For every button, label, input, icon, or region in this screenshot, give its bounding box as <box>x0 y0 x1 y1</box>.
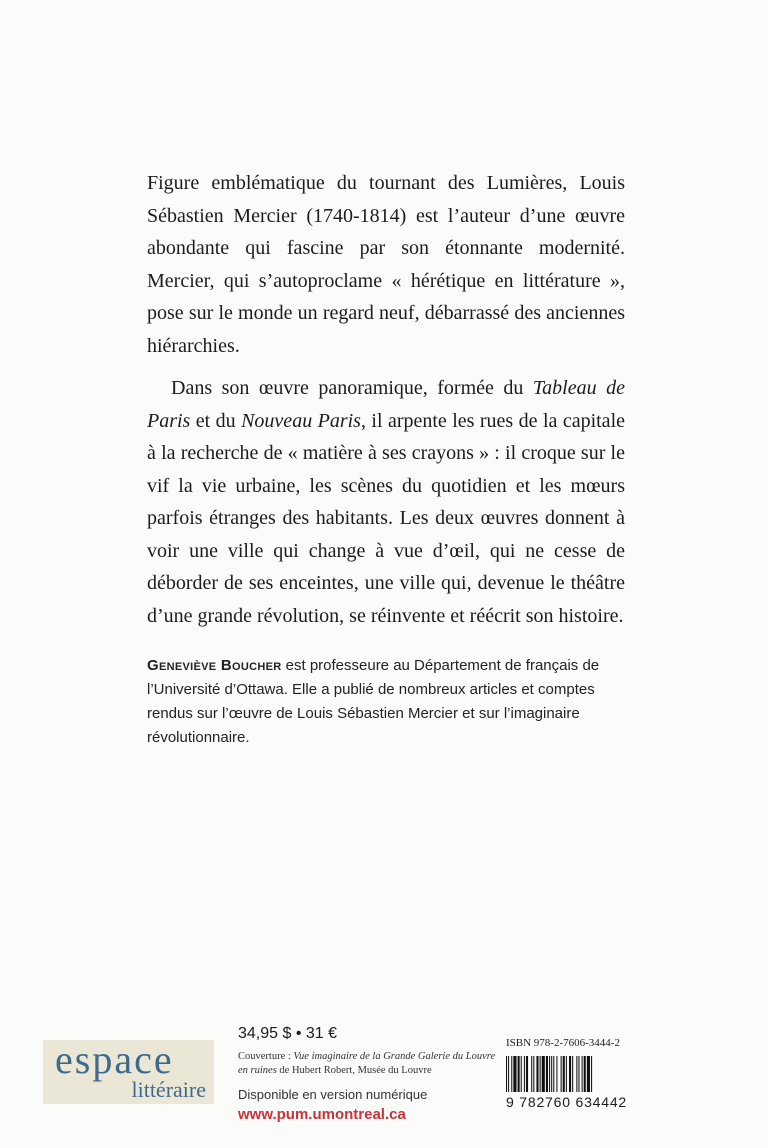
text: et du <box>190 409 242 432</box>
barcode-bar <box>524 1056 525 1092</box>
barcode-bar <box>518 1056 520 1092</box>
barcode-bar <box>542 1056 545 1092</box>
isbn: ISBN 978-2-7606-3444-2 <box>506 1037 620 1049</box>
barcode-bar <box>563 1056 565 1092</box>
author-bio-text: est professeure au Département de français de l’Université d’Ottawa. Elle a publié de nombreux articles et comptes rendus sur l’œuvre de Louis Sébastien Mercier et sur l’imaginaire révolutionnaire. <box>147 657 600 746</box>
barcode-bar <box>561 1056 562 1092</box>
barcode-bar <box>591 1056 592 1092</box>
barcode-bar <box>569 1056 571 1092</box>
barcode <box>506 1056 630 1092</box>
barcode-bar <box>572 1056 573 1092</box>
cover-title: Vue imaginaire de la Grande Galerie du Louvre en ruines <box>238 1051 496 1076</box>
barcode-bar <box>553 1056 554 1092</box>
cover-artist: de Hubert Robert, Musée du Louvre <box>276 1065 432 1076</box>
barcode-bar <box>540 1056 541 1092</box>
text: , il arpente les rues de la capitale à la recherche de « matière à ses crayons » : il croque sur le vif la vie urbaine, les scènes du quotidien et les mœurs parfois étranges des habitants. Les deux œuvres donnent à voir une ville qui change à vue d’œil, qui ne cesse de déborder de ses enceintes, une ville qui, devenue le théâtre d’une grande révolution, se réinvente et réécrit son histoire. <box>147 409 625 627</box>
barcode-bar <box>513 1056 516 1092</box>
price: 34,95 $ • 31 € <box>238 1025 338 1042</box>
back-cover-text <box>147 167 625 750</box>
publisher-url[interactable]: www.pum.umontreal.ca <box>238 1106 406 1123</box>
barcode-number: 9 782760 634442 <box>506 1094 627 1110</box>
title-tableau-de-paris: Tableau de Paris <box>147 377 625 432</box>
availability: Disponible en version numérique <box>238 1087 428 1102</box>
barcode-bar <box>533 1056 534 1092</box>
barcode-bar <box>508 1056 509 1092</box>
blurb-paragraph-2 <box>147 372 625 632</box>
barcode-bar <box>511 1056 512 1092</box>
barcode-bar <box>551 1056 552 1092</box>
barcode-bar <box>587 1056 590 1092</box>
blurb-paragraph-1: Figure emblématique du tournant des Lumières, Louis Sébastien Mercier (1740-1814) est l’auteur d’une œuvre abondante qui fascine par son étonnante modernité. Mercier, qui s’autoproclame « hérétique en littérature », pose sur le monde un regard neuf, débarrassé des anciennes hiérarchies. <box>147 172 625 357</box>
barcode-bar <box>531 1056 532 1092</box>
barcode-bar <box>582 1056 583 1092</box>
barcode-bar <box>549 1056 550 1092</box>
barcode-bar <box>576 1056 577 1092</box>
barcode-bar <box>578 1056 579 1092</box>
barcode-bar <box>566 1056 567 1092</box>
text: Dans son œuvre panoramique, formée du <box>171 377 533 399</box>
cover-label: Couverture : <box>238 1051 294 1062</box>
barcode-bar <box>584 1056 586 1092</box>
barcode-bar <box>556 1056 557 1092</box>
barcode-bar <box>546 1056 548 1092</box>
barcode-bar <box>506 1056 507 1092</box>
cover-credit <box>238 1050 500 1078</box>
barcode-bar <box>536 1056 538 1092</box>
author-name: Geneviève Boucher <box>147 657 282 674</box>
back-cover-blurb <box>147 167 625 632</box>
author-bio <box>147 654 625 750</box>
barcode-bar <box>526 1056 528 1092</box>
isbn-barcode-block <box>506 1036 646 1111</box>
barcode-bar <box>521 1056 522 1092</box>
title-nouveau-paris: Nouveau Paris <box>241 409 361 432</box>
publication-info <box>238 1024 500 1124</box>
logo-line-2: littéraire <box>131 1077 206 1102</box>
collection-logo <box>43 1037 214 1104</box>
logo-line-1: espace <box>55 1037 174 1082</box>
